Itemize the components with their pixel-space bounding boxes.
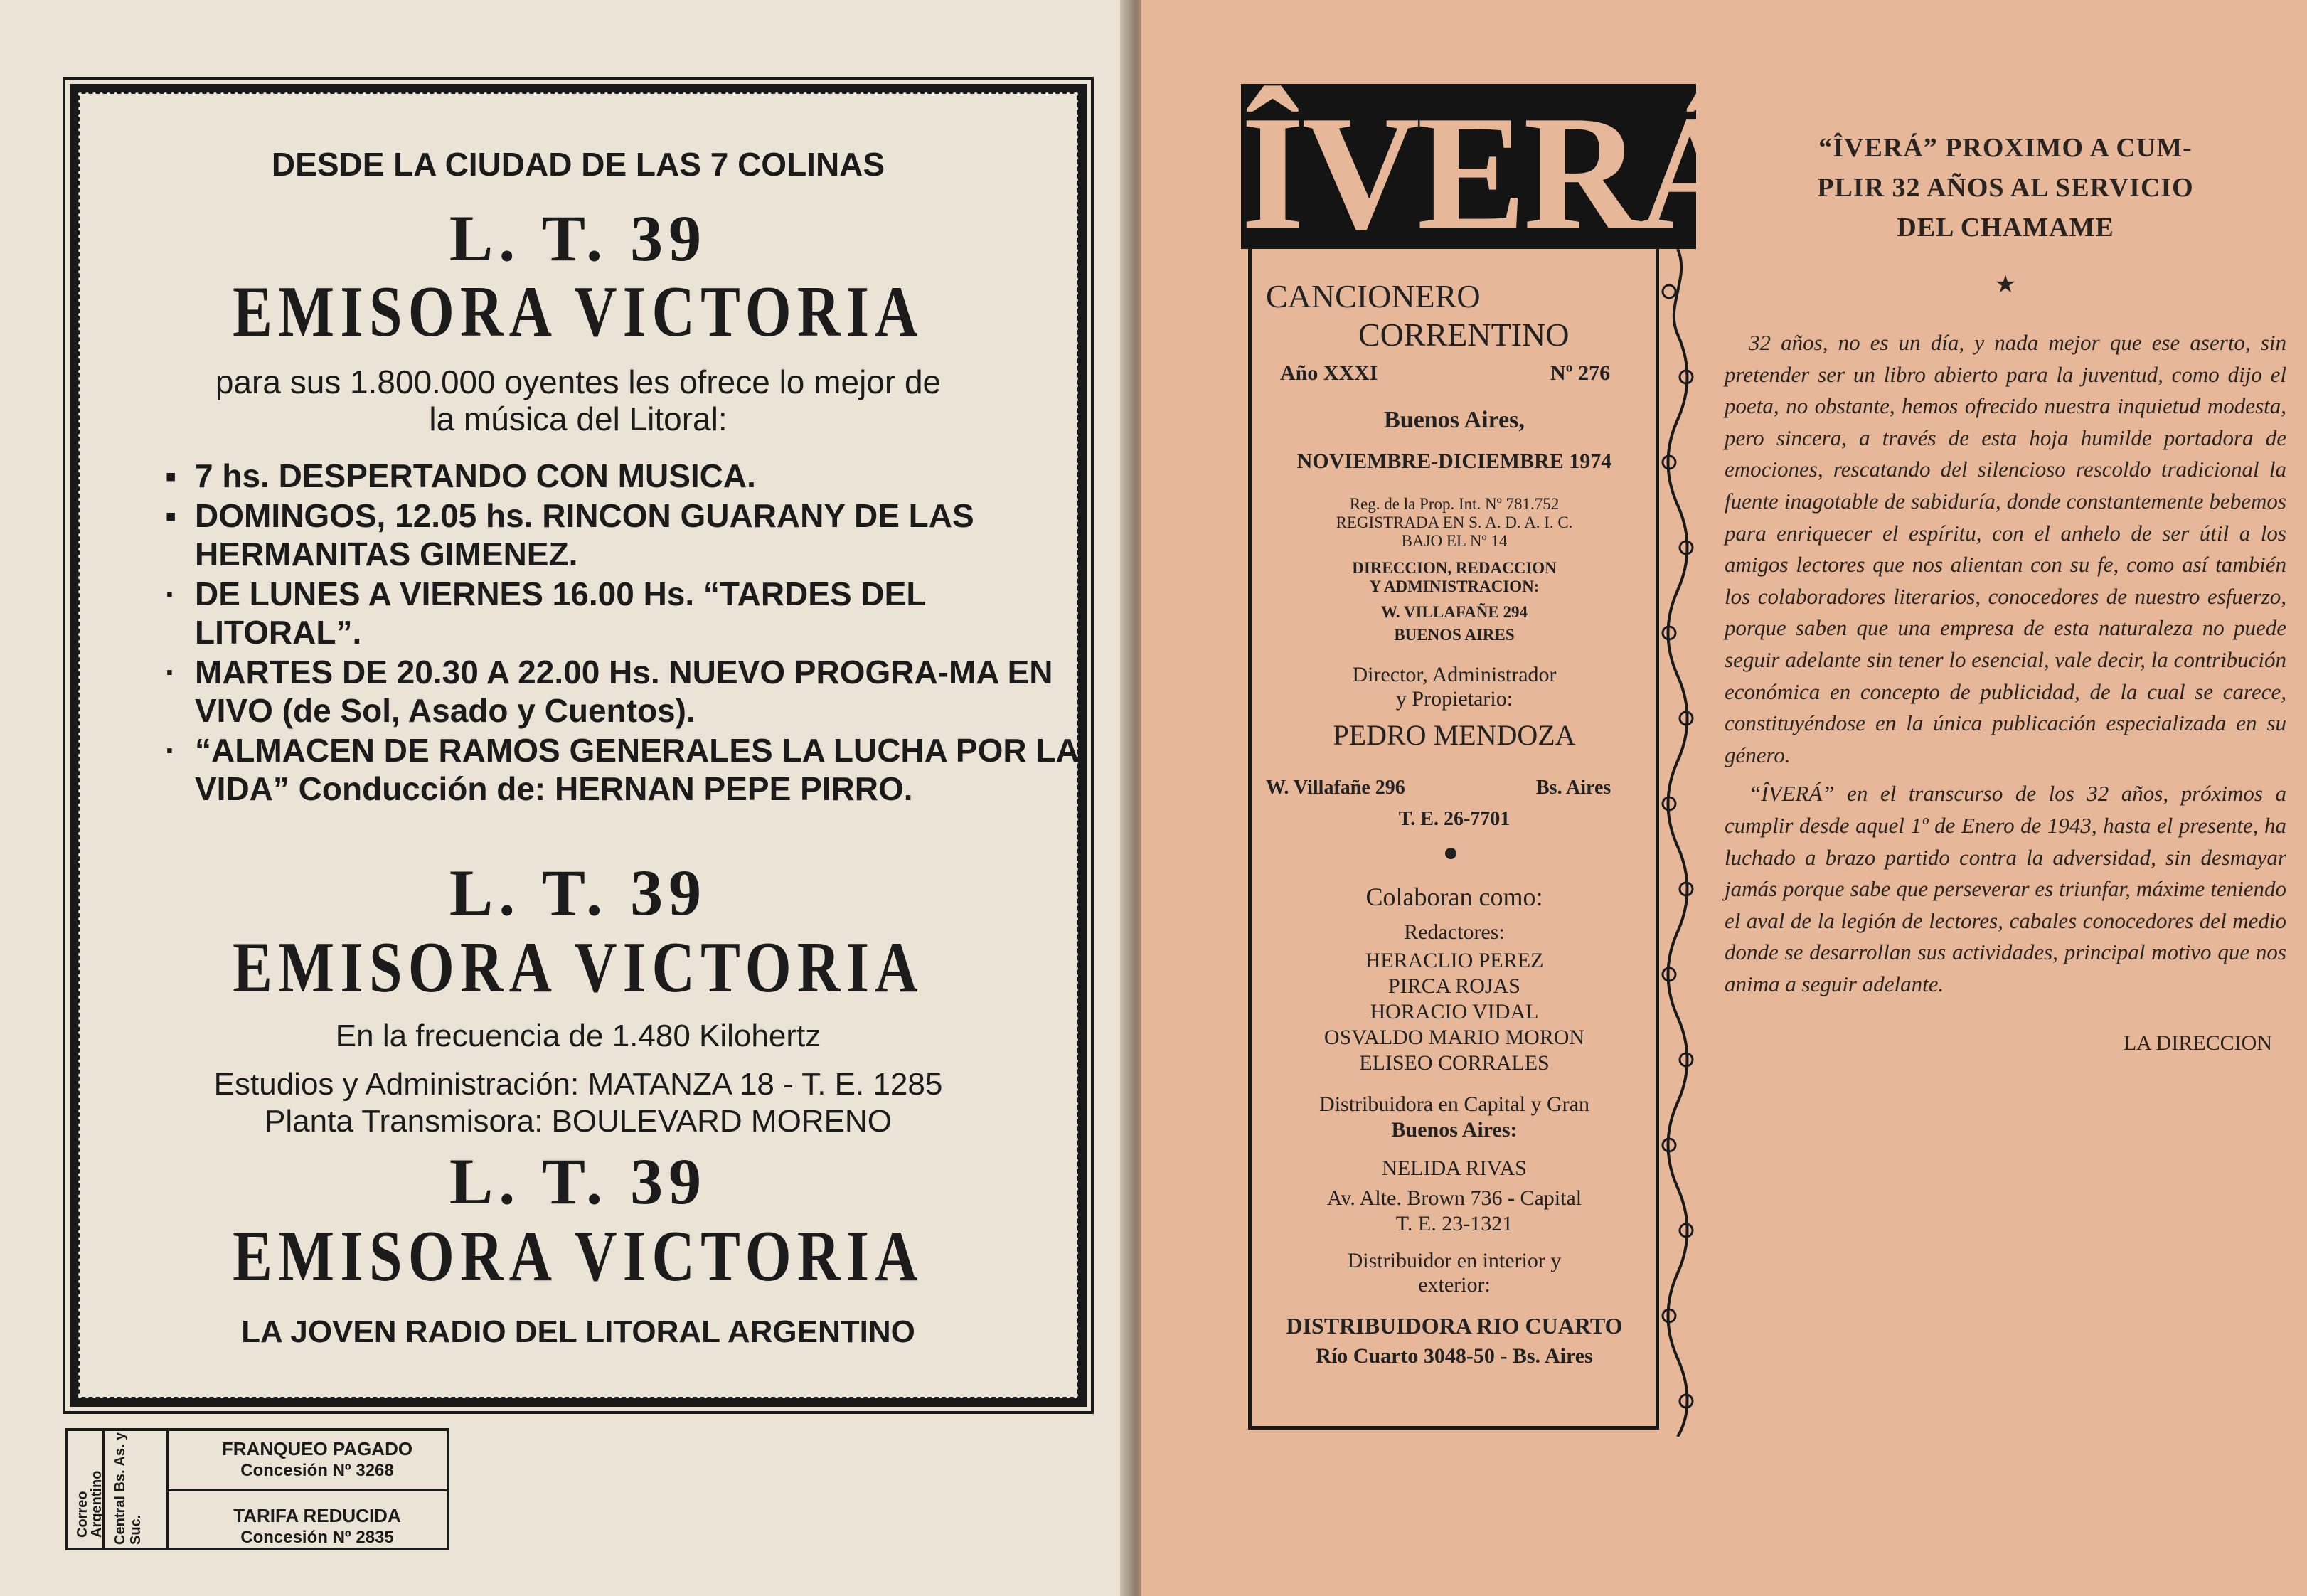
editor-name: ELISEO CORRALES (1359, 1051, 1550, 1075)
central-column (102, 1431, 169, 1548)
postage-divider (166, 1489, 449, 1491)
title-line-1: CANCIONERO (1266, 278, 1481, 314)
station-callsign-3: L. T. 39 (449, 1145, 708, 1218)
ext-distributor-line-1: Distribuidor en interior y (1347, 1249, 1562, 1272)
tarifa-concesion: Concesión Nº 2835 (240, 1528, 394, 1547)
program-item: ▪ DOMINGOS, 12.05 hs. RINCON GUARANY DE LAS HERMANITAS GIMENEZ. (165, 497, 974, 573)
registration-line-3: BAJO EL Nº 14 (1401, 532, 1508, 550)
inner-page (1141, 0, 2307, 1596)
direction-line-2: Y ADMINISTRACION: (1369, 578, 1540, 595)
station-callsign-2: L. T. 39 (449, 856, 708, 929)
ext-distributor-line-2: exterior: (1418, 1273, 1491, 1297)
issue-date: NOVIEMBRE-DICIEMBRE 1974 (1296, 449, 1612, 473)
program-list (165, 457, 1089, 808)
separator-dot (1445, 848, 1456, 859)
franqueo-concesion: Concesión Nº 3268 (240, 1461, 394, 1480)
star-ornament: ★ (1994, 272, 2017, 298)
program-item: · “ALMACEN DE RAMOS GENERALES LA LUCHA POR LA VIDA” Conducción de: HERNAN PEPE PIRRO. (165, 732, 1078, 807)
distributor-line-2: Buenos Aires: (1391, 1118, 1518, 1142)
article-paragraph-1: 32 años, no es un día, y nada mejor que ese aserto, sin pretender ser un libro abierto para la juventud, como dijo el poeta, no obstante, hemos ofrecido nuestra inquietud modesta, pero sincera, a través de esta hoja humilde portadora de emociones, rescatando del silencioso rescoldo tradicional la fuente inagotable de sabiduría, donde constantemente bebemos para enriquecer el espíritu, con el anhelo de ser útil a los amigos lectores que nos alientan con su fe, como así también los colaboradores literarios, conocedores de nuestro esfuerzo, porque saben que una empresa de esta naturaleza no puede seguir adelante sin tener lo esencial, vale decir, la contribución económica en concepto de publicidad, de la cual se carece, constituyéndose en la única publicación especializada en su género. (1725, 330, 2286, 767)
distributor-name: NELIDA RIVAS (1382, 1156, 1527, 1180)
article-signature: LA DIRECCION (2123, 1031, 2272, 1055)
station-callsign: L. T. 39 (449, 202, 708, 275)
transmitter-address: Planta Transmisora: BOULEVARD MORENO (265, 1104, 892, 1139)
tarifa-label: TARIFA REDUCIDA (233, 1505, 401, 1526)
registration-line-2: REGISTRADA EN S. A. D. A. I. C. (1336, 514, 1573, 531)
floral-border-ornament (1659, 249, 1696, 1437)
frequency: En la frecuencia de 1.480 Kilohertz (335, 1018, 821, 1053)
central-label: Central Bs. As. y Suc. (112, 1432, 144, 1545)
station-name-3: EMISORA VICTORIA (233, 1216, 924, 1297)
ext-distributor-name: DISTRIBUIDORA RIO CUARTO (1286, 1313, 1623, 1339)
director-line-2: y Propietario: (1395, 687, 1513, 711)
program-item: · DE LUNES A VIERNES 16.00 Hs. “TARDES DEL LITORAL”. (165, 575, 926, 651)
editor-name: HERACLIO PEREZ (1365, 949, 1544, 972)
headline-line-1: “ÎVERÁ” PROXIMO A CUM- (1818, 133, 2193, 163)
correo-column (68, 1431, 105, 1548)
direction-line-4: BUENOS AIRES (1394, 626, 1515, 644)
radio-advertisement (70, 84, 1087, 1407)
editor-name: PIRCA ROJAS (1388, 974, 1520, 998)
headline-line-2: PLIR 32 AÑOS AL SERVICIO (1817, 173, 2194, 203)
title-line-2: CORRENTINO (1358, 316, 1570, 353)
back-cover-page (0, 0, 1141, 1596)
ad-intro-line-2: la música del Litoral: (429, 400, 728, 437)
direction-line-1: DIRECCION, REDACCION (1352, 559, 1557, 577)
issue-number: Nº 276 (1550, 361, 1611, 385)
distributor-line-1: Distribuidora en Capital y Gran (1319, 1092, 1589, 1116)
distributor-address: Av. Alte. Brown 736 - Capital (1326, 1186, 1582, 1210)
director-name: PEDRO MENDOZA (1333, 719, 1576, 751)
ad-header: DESDE LA CIUDAD DE LAS 7 COLINAS (271, 146, 885, 183)
postage-indicia (65, 1428, 449, 1550)
direction-line-3: W. VILLAFAÑE 294 (1381, 603, 1528, 621)
article-paragraph-2: “ÎVERÁ” en el transcurso de los 32 años, próximos a cumplir desde aquel 1º de Enero de 1943, hasta el presente, ha luchado a brazo partido contra la adversidad, sin desmayar jamás porque sabe que perseverar es triunfar, máxime teniendo el aval de la legión de lectores, cabales conocedores del medio donde se desarrollan sus actividades, principal motivo que nos anima a seguir adelante. (1725, 781, 2286, 996)
city: Buenos Aires, (1384, 407, 1525, 433)
director-street: W. Villafañe 296 (1266, 777, 1405, 799)
correo-label: Correo Argentino (75, 1470, 105, 1538)
editors-heading: Redactores: (1404, 920, 1505, 944)
masthead-info (1248, 249, 1659, 1430)
franqueo-label: FRANQUEO PAGADO (221, 1438, 413, 1459)
editor-name: OSVALDO MARIO MORON (1323, 1026, 1585, 1049)
editor-name: HORACIO VIDAL (1370, 1000, 1539, 1023)
article-headline (1725, 128, 2286, 248)
program-item: ▪ 7 hs. DESPERTANDO CON MUSICA. (165, 457, 756, 494)
ad-intro-line-1: para sus 1.800.000 oyentes les ofrece lo mejor de (215, 363, 942, 400)
collaborators-heading: Colaboran como: (1365, 883, 1543, 911)
distributor-phone: T. E. 23-1321 (1395, 1212, 1513, 1235)
station-name: EMISORA VICTORIA (233, 272, 924, 352)
studios-address: Estudios y Administración: MATANZA 18 - T. E. 1285 (213, 1067, 943, 1102)
logo-text: ÎVERÁ (1241, 82, 1754, 263)
ivera-logo (1241, 82, 1754, 263)
year-label: Año XXXI (1280, 361, 1378, 385)
headline-line-3: DEL CHAMAME (1897, 213, 2114, 243)
program-item: · MARTES DE 20.30 A 22.00 Hs. NUEVO PROGRA-MA EN VIVO (de Sol, Asado y Cuentos). (165, 654, 1053, 729)
director-line-1: Director, Administrador (1352, 663, 1557, 686)
station-name-2: EMISORA VICTORIA (233, 927, 924, 1008)
ext-distributor-address: Río Cuarto 3048-50 - Bs. Aires (1316, 1344, 1593, 1368)
director-phone: T. E. 26-7701 (1398, 808, 1511, 830)
masthead (1241, 82, 1754, 1435)
editorial-article (1725, 128, 2286, 1055)
director-city: Bs. Aires (1536, 777, 1611, 799)
station-slogan: LA JOVEN RADIO DEL LITORAL ARGENTINO (241, 1314, 915, 1349)
registration-line-1: Reg. de la Prop. Int. Nº 781.752 (1349, 495, 1560, 513)
